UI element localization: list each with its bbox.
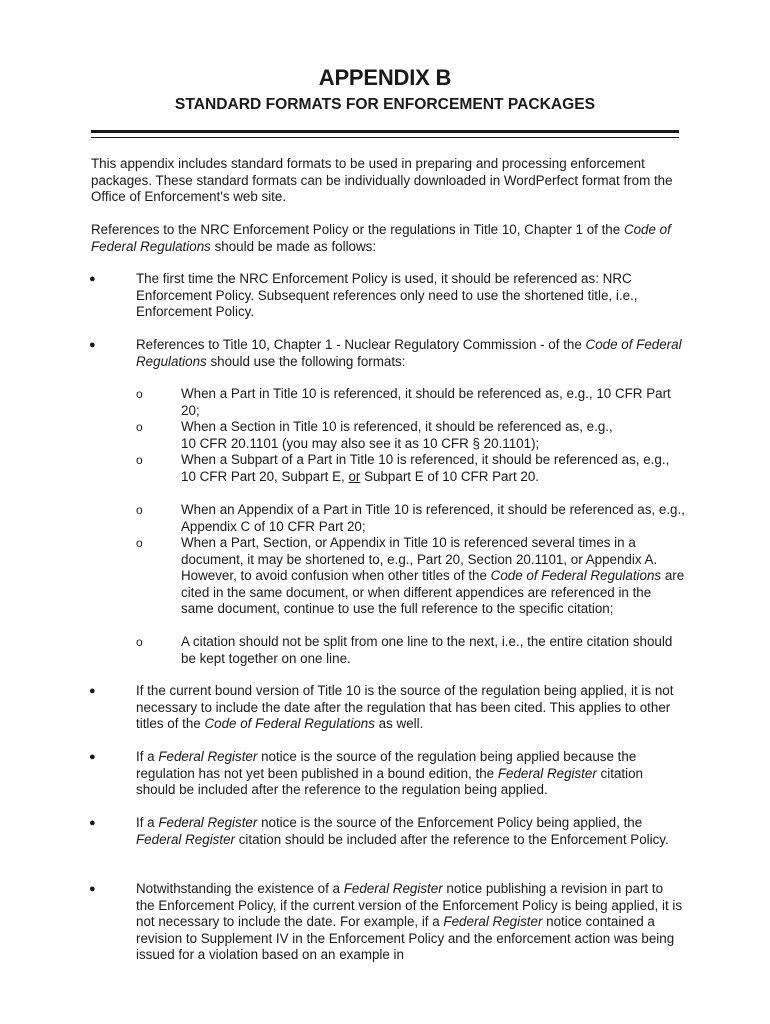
references-paragraph: References to the NRC Enforcement Policy or the regulations in Title 10, Chapter 1 of the Code of Federal Regulations should be made as follows: <box>91 222 671 254</box>
sub-item-section: When a Section in Title 10 is referenced, it should be referenced as, e.g., 10 CFR 20.1101 (you may also see it as 10 CFR § 20.1101); <box>181 419 613 451</box>
bullet-item-bound-version: If the current bound version of Title 10 is the source of the regulation being applied, it is not necessary to include the date after the regulation that has been cited. This applies to other titles of the Code of Federal Regulations as well. <box>136 683 674 732</box>
sub-item-appendix: When an Appendix of a Part in Title 10 is referenced, it should be referenced as, e.g., Appendix C of 10 CFR Part 20; <box>181 502 685 534</box>
bullet-item-notwithstanding: Notwithstanding the existence of a Federal Register notice publishing a revision in part to the Enforcement Policy, if the current version of the Enforcement Policy is being applied, it is not necessary to include the date. For example, if a Federal Register notice contained a revision to Supplement IV in the Enforcement Policy and the enforcement action was being issued for a violation based on an example in <box>136 881 683 963</box>
bullet-item-policy-reference: The first time the NRC Enforcement Policy is used, it should be referenced as: NRC Enforcement Policy. Subsequent references only need to use the shortened title, i.e., Enforcement Policy. <box>136 271 638 320</box>
bullet-item-federal-register-regulation: If a Federal Register notice is the source of the regulation being applied because the regulation has not yet been published in a bound edition, the Federal Register citation should be included after the reference to the regulation being applied. <box>136 749 643 798</box>
sub-item-no-split: A citation should not be split from one line to the next, i.e., the entire citation should be kept together on one line. <box>181 634 673 666</box>
title-rule-thick <box>91 130 679 133</box>
bullet-icon: ● <box>89 339 96 351</box>
title-rule-thin <box>91 137 679 138</box>
sub-bullet-icon: o <box>136 453 143 467</box>
sub-item-subpart: When a Subpart of a Part in Title 10 is referenced, it should be referenced as, e.g., 10 CFR Part 20, Subpart E, or Subpart E of 10 CFR Part 20. <box>181 452 670 484</box>
bullet-item-title10-formats: References to Title 10, Chapter 1 - Nuclear Regulatory Commission - of the Code of Federal Regulations should use the following formats: <box>136 337 682 369</box>
sub-bullet-icon: o <box>136 420 143 434</box>
bullet-icon: ● <box>89 817 96 829</box>
bullet-icon: ● <box>89 685 96 697</box>
bullet-icon: ● <box>89 273 96 285</box>
bullet-icon: ● <box>89 751 96 763</box>
sub-item-part: When a Part in Title 10 is referenced, it should be referenced as, e.g., 10 CFR Part 20; <box>181 386 671 418</box>
bullet-item-federal-register-policy: If a Federal Register notice is the source of the Enforcement Policy being applied, the Federal Register citation should be included after the reference to the Enforcement Policy. <box>136 815 669 847</box>
sub-bullet-icon: o <box>136 536 143 550</box>
intro-paragraph: This appendix includes standard formats to be used in preparing and processing enforcement packages. These standard formats can be individually downloaded in WordPerfect format from the Office of Enforcement's web site. <box>91 156 673 205</box>
sub-item-shortened: When a Part, Section, or Appendix in Title 10 is referenced several times in a document, it may be shortened to, e.g., Part 20, Section 20.1101, or Appendix A. However, to avoid confusion when other titles of the Code of Federal Regulations are cited in the same document, or when different appendices are referenced in the same document, continue to use the full reference to the specific citation; <box>181 535 685 617</box>
appendix-subtitle: STANDARD FORMATS FOR ENFORCEMENT PACKAGES <box>174 96 596 113</box>
appendix-title: APPENDIX B <box>318 65 452 90</box>
bullet-icon: ● <box>89 883 96 895</box>
sub-bullet-icon: o <box>136 387 143 401</box>
sub-bullet-icon: o <box>136 503 143 517</box>
sub-bullet-icon: o <box>136 635 143 649</box>
